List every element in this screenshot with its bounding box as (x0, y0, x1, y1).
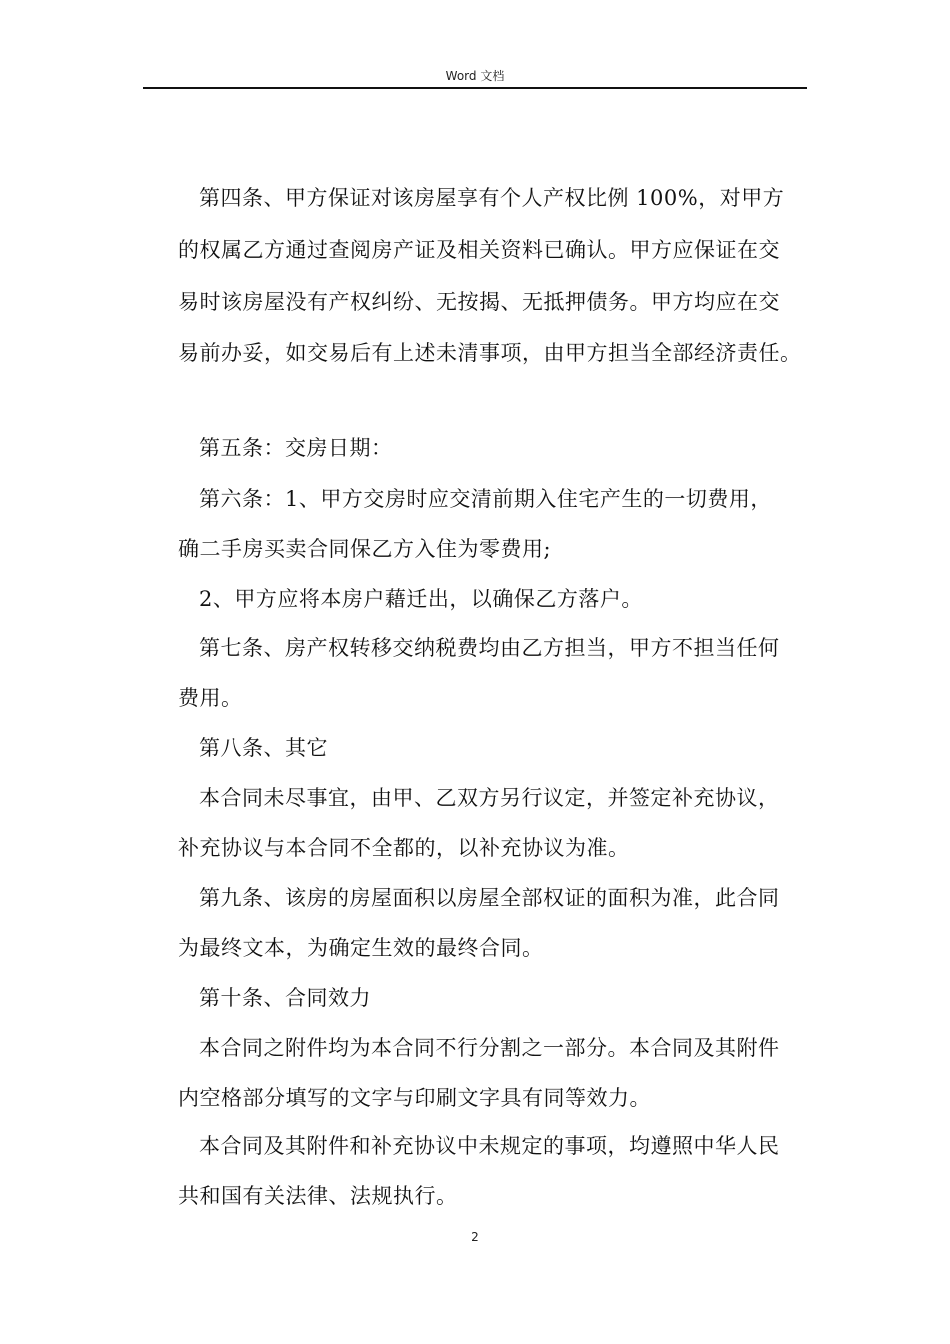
paragraph-line: 补充协议与本合同不全都的，以补充协议为准。 (178, 836, 630, 860)
paragraph-line: 本合同未尽事宜，由甲、乙双方另行议定，并签定补充协议， (199, 786, 780, 810)
paragraph-line: 第十条、合同效力 (199, 986, 371, 1010)
paragraph-line: 为最终文本，为确定生效的最终合同。 (178, 936, 544, 960)
paragraph-line: 第五条：交房日期： (199, 436, 393, 460)
paragraph-line: 确二手房买卖合同保乙方入住为零费用; (178, 537, 552, 561)
paragraph-line: 易时该房屋没有产权纠纷、无按揭、无抵押债务。甲方均应在交 (178, 290, 780, 314)
paragraph-line: 费用。 (178, 686, 243, 710)
page-header: Word 文档 (445, 69, 505, 83)
paragraph-line: 第九条、该房的房屋面积以房屋全部权证的面积为准，此合同 (199, 886, 780, 910)
paragraph-line: 共和国有关法律、法规执行。 (178, 1184, 458, 1208)
paragraph-line: 第六条：1、甲方交房时应交清前期入住宅产生的一切费用， (199, 487, 772, 511)
paragraph-line: 内空格部分填写的文字与印刷文字具有同等效力。 (178, 1086, 651, 1110)
paragraph-line: 的权属乙方通过查阅房产证及相关资料已确认。甲方应保证在交 (178, 238, 780, 262)
document-body (178, 0, 808, 1344)
paragraph-line: 2、甲方应将本房户藉迁出，以确保乙方落户。 (199, 587, 643, 611)
paragraph-line: 易前办妥，如交易后有上述未清事项，由甲方担当全部经济责任。 (178, 341, 802, 365)
paragraph-line: 本合同及其附件和补充协议中未规定的事项，均遵照中华人民 (199, 1134, 780, 1158)
paragraph-line: 本合同之附件均为本合同不行分割之一部分。本合同及其附件 (199, 1036, 780, 1060)
page-number: 2 (471, 1230, 479, 1244)
paragraph-line: 第七条、房产权转移交纳税费均由乙方担当，甲方不担当任何 (199, 636, 780, 660)
paragraph-line: 第八条、其它 (199, 736, 328, 760)
paragraph-line: 第四条、甲方保证对该房屋享有个人产权比例 100%，对甲方 (199, 186, 785, 210)
